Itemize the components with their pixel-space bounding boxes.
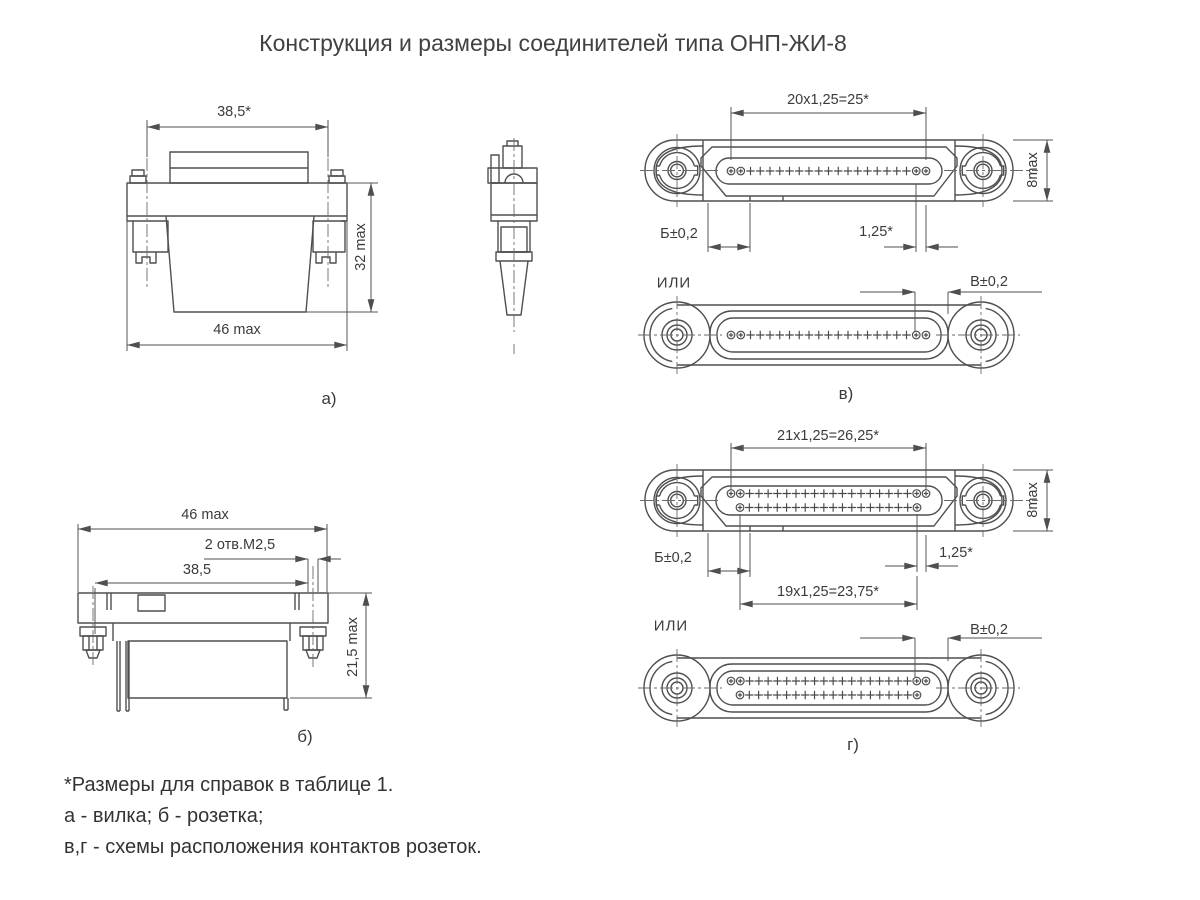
view-a-dimensions — [127, 120, 378, 351]
view-a-centerlines — [147, 158, 328, 288]
dim-b-inner-width: 38,5 — [182, 562, 212, 578]
contact-row — [736, 691, 921, 700]
contact-row — [727, 331, 930, 340]
notes-block — [64, 770, 482, 863]
dim-b-holes: 2 отв.М2,5 — [204, 537, 276, 553]
contact-row — [736, 503, 921, 512]
view-b-socket-outline — [78, 593, 328, 711]
dim-b-height: 21,5 max — [345, 617, 361, 677]
contact-row — [727, 489, 930, 498]
dim-v-offset-right: В±0,2 — [970, 274, 1008, 290]
dim-v-offset-left: Б±0,2 — [660, 226, 698, 242]
dim-v-pitch: 1,25* — [859, 224, 893, 240]
page-title: Конструкция и размеры соединителей типа ОНП-ЖИ-8 — [259, 30, 847, 56]
view-v-or-label: ИЛИ — [656, 274, 692, 292]
dim-g-row2-pitch: 19x1,25=23,75* — [777, 584, 879, 600]
dim-a-height: 32 max — [353, 223, 369, 271]
contact-row — [727, 167, 930, 176]
dim-a-overall-width: 46 max — [213, 322, 261, 338]
view-a-label: а) — [321, 389, 337, 408]
contact-row — [727, 677, 930, 686]
view-side-outline — [488, 141, 537, 315]
dim-g-offset-right: В±0,2 — [970, 622, 1008, 638]
view-g-or-label: ИЛИ — [653, 617, 689, 635]
note-line: а - вилка; б - розетка; — [64, 805, 264, 827]
dim-g-row1-pitch: 21x1,25=26,25* — [777, 428, 879, 444]
dim-g-height: 8max — [1025, 482, 1041, 518]
note-line: в,г - схемы расположения контактов розеток. — [64, 836, 482, 858]
note-line: *Размеры для справок в таблице 1. — [64, 774, 394, 796]
view-v-label: в) — [838, 384, 854, 403]
dim-v-height: 8max — [1025, 152, 1041, 188]
dim-b-overall-width: 46 max — [181, 507, 229, 523]
view-a-plug-outline — [127, 152, 347, 312]
dim-g-pitch: 1,25* — [939, 545, 973, 561]
view-b-label: б) — [297, 727, 313, 746]
view-g-label: г) — [847, 735, 859, 754]
dim-v-row-pitch: 20x1,25=25* — [787, 92, 869, 108]
dim-a-top-width: 38,5* — [217, 104, 251, 120]
dim-g-offset-left: Б±0,2 — [654, 550, 692, 566]
